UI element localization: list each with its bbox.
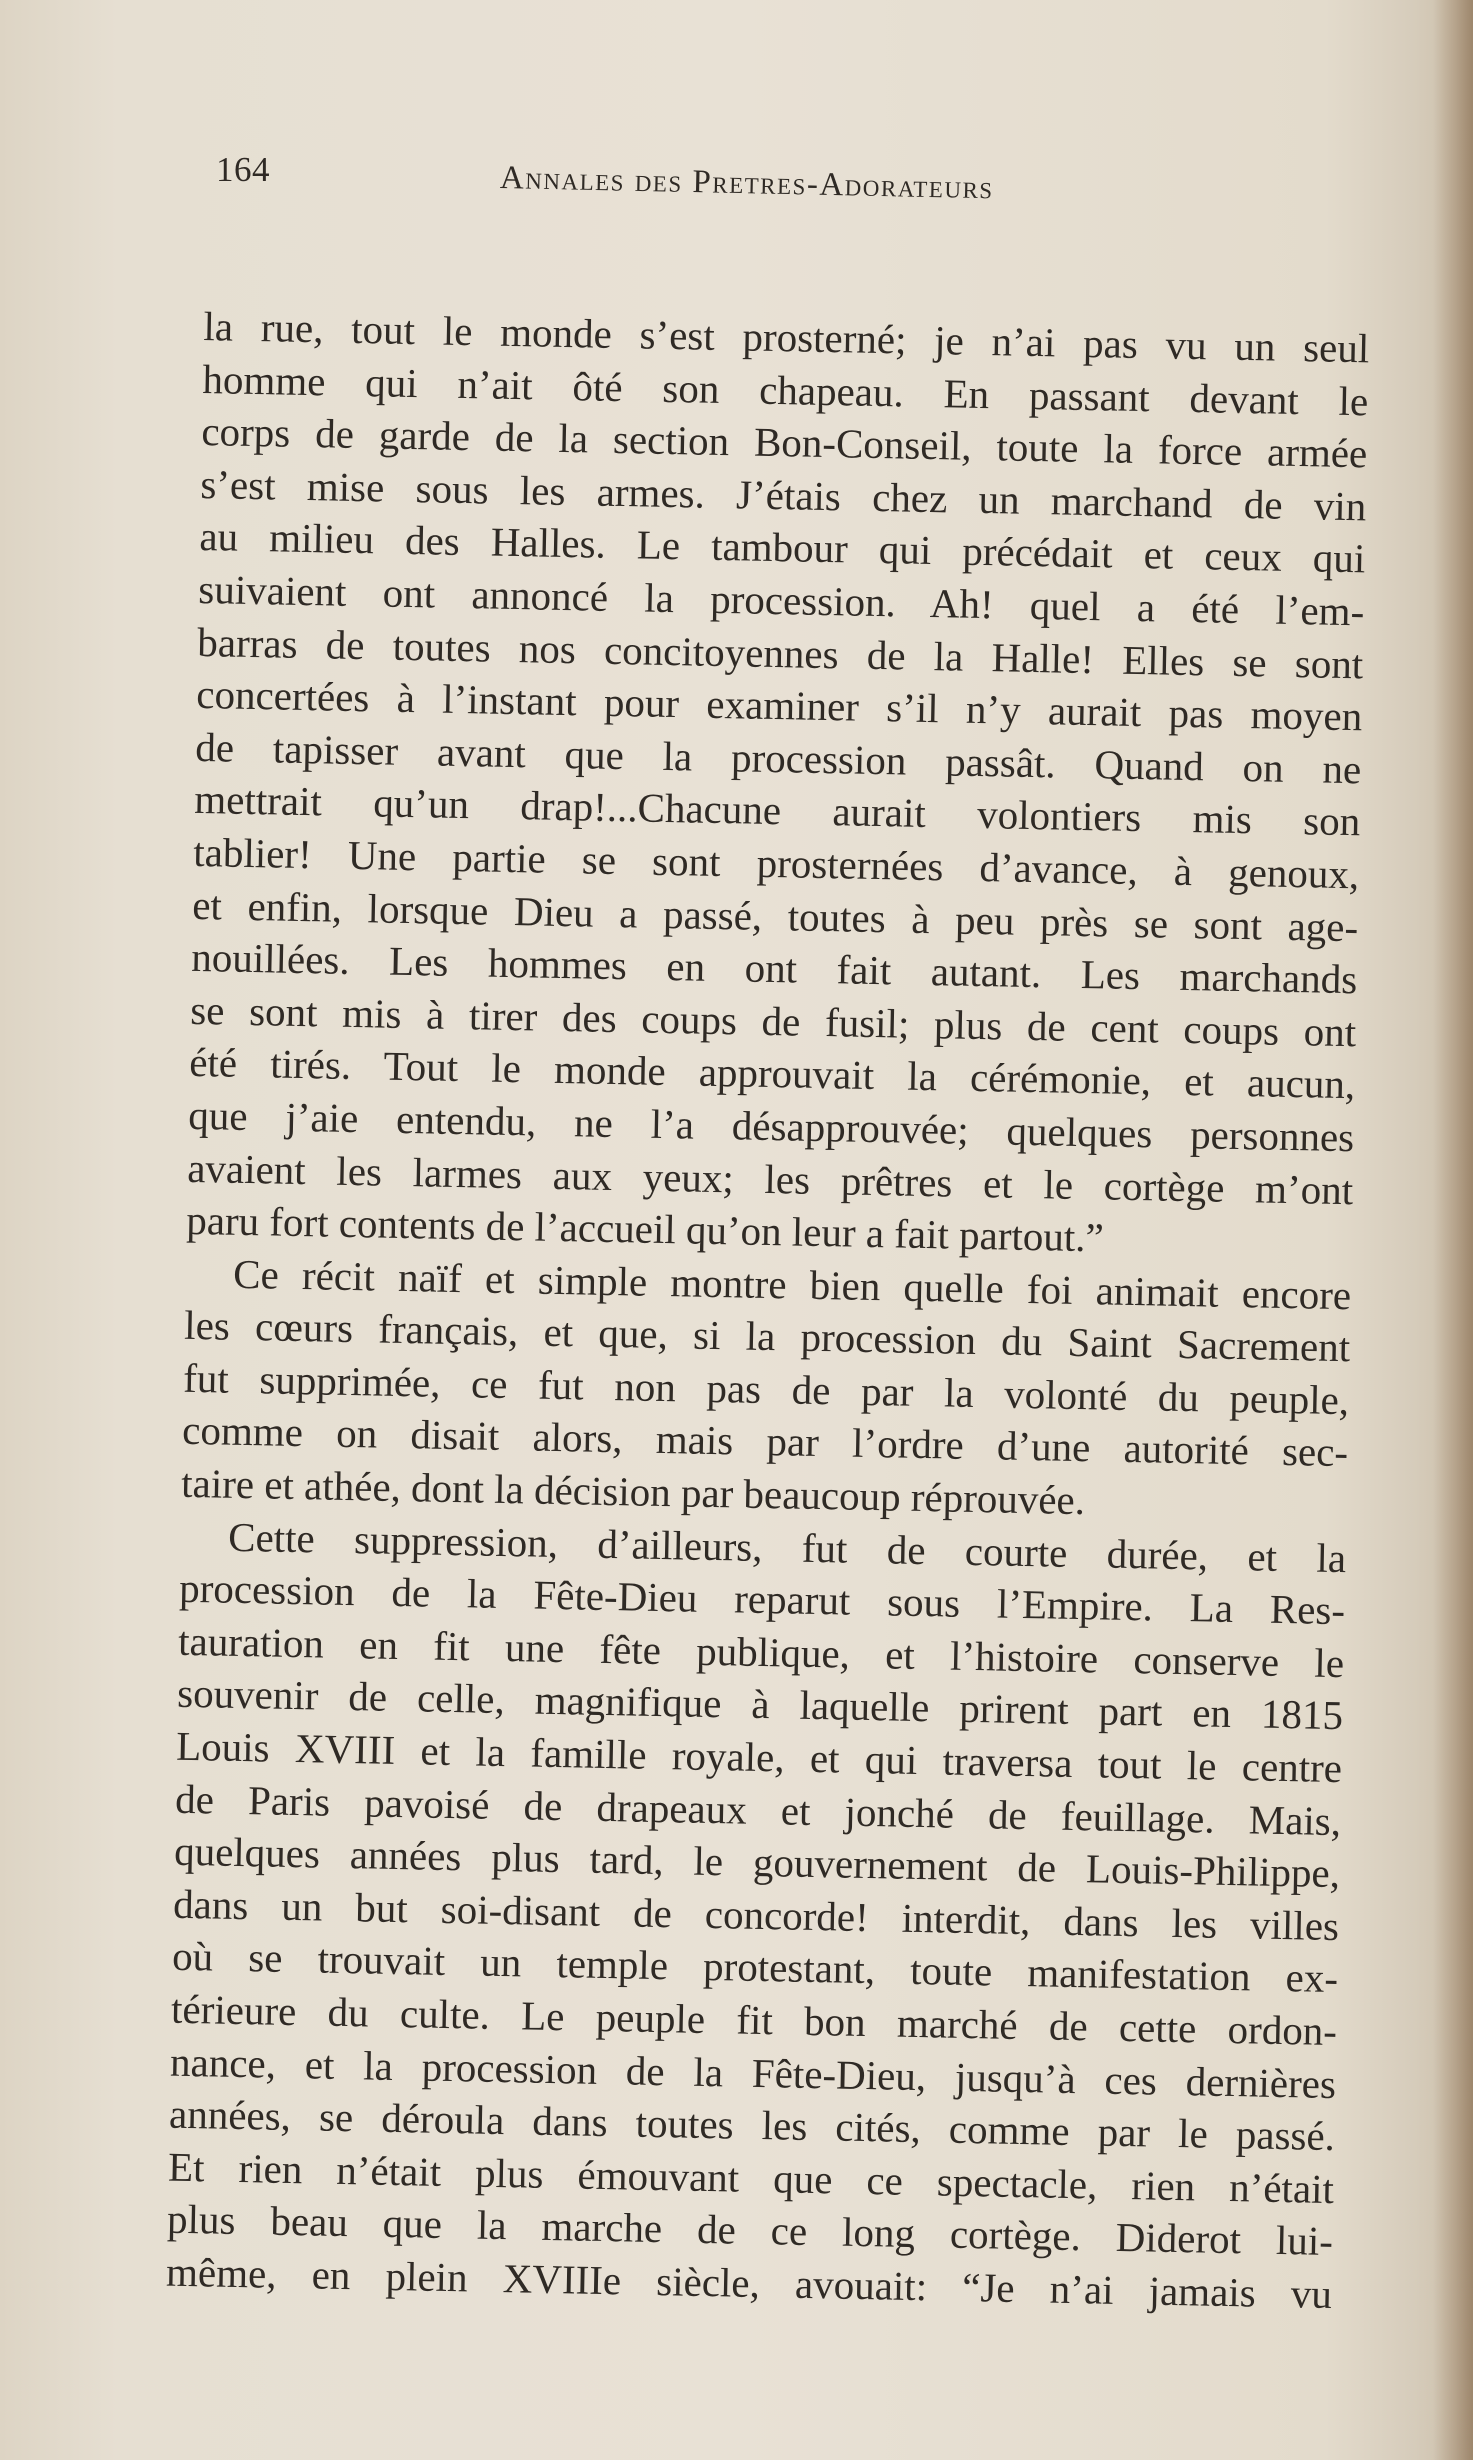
text-line: au milieu des Halles. Le tambour qui précédait et ceux qui xyxy=(199,513,1366,582)
text-line: homme qui n’ait ôté son chapeau. En passant devant le xyxy=(202,355,1369,424)
text-line: été tirés. Tout le monde approuvait la cérémonie, et aucun, xyxy=(188,1039,1356,1108)
paragraph-first-line: Cette suppression, d’ailleurs, fut de courte durée, et la xyxy=(227,1513,1347,1581)
text-line: avaient les larmes aux yeux; les prêtres et le cortège m’ont xyxy=(186,1144,1354,1213)
text-line: concertées à l’instant pour examiner s’il n’y aurait pas moyen xyxy=(195,671,1363,740)
text-line: barras de toutes nos concitoyennes de la Halle! Elles se sont xyxy=(197,618,1364,687)
text-line: fut supprimée, ce fut non pas de par la volonté du peuple, xyxy=(182,1354,1350,1424)
text-line: années, se déroula dans toutes les cités, comme par le passé. xyxy=(168,2090,1336,2160)
text-line: nouillées. Les hommes en ont fait autant. Les marchands xyxy=(190,934,1358,1003)
text-line: Louis XVIII et la famille royale, et qui traversa tout le centre xyxy=(175,1722,1343,1792)
text-line: et enfin, lorsque Dieu a passé, toutes à peu près se sont age- xyxy=(191,881,1359,950)
text-line: taire et athée, dont la décision par beaucoup réprouvée. xyxy=(180,1459,1086,1524)
text-line: comme on disait alors, mais par l’ordre d’une autorité sec- xyxy=(181,1407,1349,1476)
text-line: souvenir de celle, magnifique à laquelle prirent part en 1815 xyxy=(176,1670,1344,1739)
text-line: plus beau que la marche de ce long cortège. Diderot lui- xyxy=(166,2196,1334,2265)
text-line: tablier! Une partie se sont prosternées d’avance, à genoux, xyxy=(192,828,1360,898)
text-line: de Paris pavoisé de drapeaux et jonché de feuillage. Mais, xyxy=(174,1775,1342,1844)
text-line: dans un but soi-disant de concorde! interdit, dans les villes xyxy=(172,1880,1340,1949)
text-line: se sont mis à tirer des coups de fusil; plus de cent coups ont xyxy=(189,986,1357,1055)
text-line: la rue, tout le monde s’est prosterné; je n’ai pas vu un seul xyxy=(203,302,1370,372)
text-line: même, en plein XVIIIe siècle, avouait: “Je n’ai jamais vu xyxy=(165,2248,1333,2317)
text-line: Et rien n’était plus émouvant que ce spectacle, rien n’était xyxy=(167,2143,1335,2212)
text-line: de tapisser avant que la procession passât. Quand on ne xyxy=(194,723,1362,793)
text-line: paru fort contents de l’accueil qu’on leur a fait partout.” xyxy=(185,1196,1105,1261)
text-line: nance, et la procession de la Fête-Dieu, jusqu’à ces dernières xyxy=(169,2038,1337,2107)
text-line: où se trouvait un temple protestant, toute manifestation ex- xyxy=(171,1933,1339,2002)
text-line: que j’aie entendu, ne l’a désapprouvée; quelques personnes xyxy=(187,1091,1355,1161)
text-line: quelques années plus tard, le gouvernement de Louis-Philippe, xyxy=(173,1827,1341,1897)
text-line: mettrait qu’un drap!...Chacune aurait volontiers mis son xyxy=(193,776,1361,845)
text-line: s’est mise sous les armes. J’étais chez un marchand de vin xyxy=(200,460,1367,530)
page-number: 164 xyxy=(216,150,270,189)
page-edge-shadow xyxy=(1433,0,1473,2460)
text-line: suivaient ont annoncé la procession. Ah! quel a été l’em- xyxy=(198,565,1365,635)
text-line: les cœurs français, et que, si la procession du Saint Sacrement xyxy=(183,1302,1351,1371)
text-line: tauration en fit une fête publique, et l’histoire conserve le xyxy=(177,1617,1345,1686)
body-text xyxy=(166,300,1370,2321)
paragraph-first-line: Ce récit naïf et simple montre bien quelle foi animait encore xyxy=(232,1250,1352,1318)
running-title: Annales des Pretres-Adorateurs xyxy=(499,160,995,207)
text-line: procession de la Fête-Dieu reparut sous l’Empire. La Res- xyxy=(178,1565,1346,1634)
text-line: térieure du culte. Le peuple fit bon marché de cette ordon- xyxy=(170,1985,1338,2055)
text-line: corps de garde de la section Bon-Conseil, toute la force armée xyxy=(201,408,1368,477)
